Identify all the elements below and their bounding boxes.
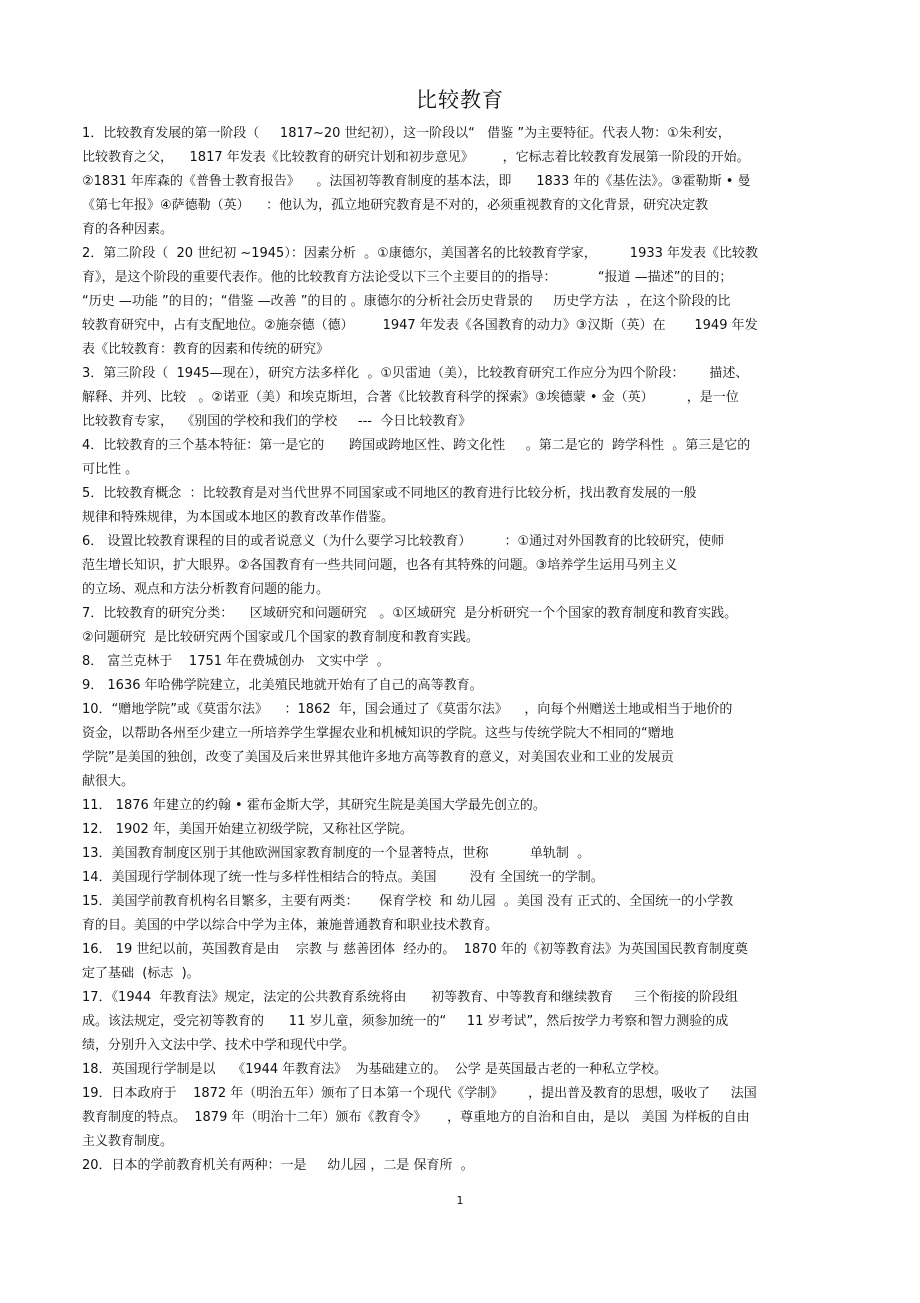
list-item: [82, 122, 842, 242]
text-line: 的立场、观点和方法分析教育问题的能力。: [82, 582, 330, 597]
text-line: 13．美国教育制度区别于其他欧洲国家教育制度的一个显著特点，世称 单轨制 。: [82, 846, 591, 861]
list-item: [82, 866, 842, 890]
text-line: 解释、并列、比较 。②诺亚（美）和埃克斯坦，合著《比较教育科学的探索》③埃德蒙 • 金（英） ，是一位: [82, 390, 739, 405]
list-item: [82, 890, 842, 938]
list-item: [82, 1154, 842, 1178]
page-number: 1: [456, 1194, 464, 1207]
list-item: [82, 482, 842, 530]
list-item: [82, 674, 842, 698]
document-body: [82, 122, 842, 1178]
text-line: 育的目。美国的中学以综合中学为主体，兼施普通教育和职业技术教育。: [82, 918, 499, 933]
list-item: [82, 530, 842, 602]
text-line: 16． 19 世纪以前，英国教育是由 宗教 与 慈善团体 经办的。 1870 年的《初等教育法》为英国国民教育制度奠: [82, 942, 748, 957]
list-item: [82, 434, 842, 482]
text-line: ②问题研究 是比较研究两个国家或几个国家的教育制度和教育实践。: [82, 630, 479, 645]
text-line: 育的各种因素。: [82, 222, 174, 237]
text-line: 定了基础 (标志 )。: [82, 966, 200, 981]
list-item: [82, 650, 842, 674]
list-item: [82, 1082, 842, 1154]
text-line: 比较教育专家， 《别国的学校和我们的学校 --- 今日比较教育》: [82, 414, 472, 429]
text-line: ②1831 年库森的《普鲁士教育报告》 。法国初等教育制度的基本法，即 1833 年的《基佐法》。③霍勒斯 • 曼: [82, 174, 751, 189]
text-line: 可比性 。: [82, 462, 139, 477]
text-line: 3．第三阶段（ 1945—现在），研究方法多样化 。①贝雷迪（美），比较教育研究工作应分为四个阶段： 描述、: [82, 366, 749, 381]
text-line: 1．比较教育发展的第一阶段（ 1817~20 世纪初），这一阶段以“ 借鉴 ”为主要特征。代表人物：①朱利安，: [82, 126, 731, 141]
text-line: “历史 —功能 ”的目的；“借鉴 —改善 ”的目的 。康德尔的分析社会历史背景的 历史学方法 ，在这个阶段的比: [82, 294, 731, 309]
text-line: 17．《1944 年教育法》规定，法定的公共教育系统将由 初等教育、中等教育和继续教育 三个衔接的阶段组: [82, 990, 738, 1005]
text-line: 8． 富兰克林于 1751 年在费城创办 文实中学 。: [82, 654, 390, 669]
text-line: 资金，以帮助各州至少建立一所培养学生掌握农业和机械知识的学院。这些与传统学院大不相同的“赠地: [82, 726, 674, 741]
text-line: 学院”是美国的独创，改变了美国及后来世界其他许多地方高等教育的意义，对美国农业和工业的发展贡: [82, 750, 674, 765]
text-line: 规律和特殊规律，为本国或本地区的教育改革作借鉴。: [82, 510, 395, 525]
text-line: 比较教育之父， 1817 年发表《比较教育的研究计划和初步意见》 ，它标志着比较教育发展第一阶段的开始。: [82, 150, 750, 165]
text-line: 表《比较教育：教育的因素和传统的研究》: [82, 342, 330, 357]
text-line: 4．比较教育的三个基本特征：第一是它的 跨国或跨地区性、跨文化性 。第二是它的 跨学科性 。第三是它的: [82, 438, 751, 453]
page-title: 比较教育: [416, 88, 504, 112]
text-line: 绩，分别升入文法中学、技术中学和现代中学。: [82, 1038, 356, 1053]
text-line: 18．英国现行学制是以 《1944 年教育法》 为基础建立的。 公学 是英国最古老的一种私立学校。: [82, 1062, 667, 1077]
text-line: 19．日本政府于 1872 年（明治五年）颁布了日本第一个现代《学制》 ，提出普及教育的思想，吸收了 法国: [82, 1086, 757, 1101]
list-item: [82, 602, 842, 650]
list-item: [82, 242, 842, 362]
text-line: 范生增长知识，扩大眼界。②各国教育有一些共同问题，也各有其特殊的问题。③培养学生运用马列主义: [82, 558, 678, 573]
text-line: 较教育研究中，占有支配地位。②施奈德（德） 1947 年发表《各国教育的动力》③汉斯（英）在 1949 年发: [82, 318, 758, 333]
list-item: [82, 818, 842, 842]
text-line: 6． 设置比较教育课程的目的或者说意义（为什么要学习比较教育） ：①通过对外国教育的比较研究，使师: [82, 534, 725, 549]
list-item: [82, 986, 842, 1058]
text-line: 20．日本的学前教育机关有两种：一是 幼儿园 ，二是 保育所 。: [82, 1158, 474, 1173]
text-line: 主义教育制度。: [82, 1134, 174, 1149]
text-line: 7．比较教育的研究分类： 区域研究和问题研究 。①区域研究 是分析研究一个个国家的教育制度和教育实践。: [82, 606, 738, 621]
text-line: 10．“赠地学院”或《莫雷尔法》 ：1862 年，国会通过了《莫雷尔法》 ，向每个州赠送土地或相当于地价的: [82, 702, 733, 717]
text-line: 11． 1876 年建立的约翰 • 霍布金斯大学，其研究生院是美国大学最先创立的。: [82, 798, 546, 813]
list-item: [82, 698, 842, 794]
list-item: [82, 794, 842, 818]
text-line: 9． 1636 年哈佛学院建立，北美殖民地就开始有了自己的高等教育。: [82, 678, 483, 693]
text-line: 成。该法规定，受完初等教育的 11 岁儿童，须参加统一的“ 11 岁考试”，然后按学力考察和智力测验的成: [82, 1014, 729, 1029]
text-line: 教育制度的特点。 1879 年（明治十二年）颁布《教育令》 ，尊重地方的自治和自由，是以 美国 为样板的自由: [82, 1110, 750, 1125]
text-line: 15．美国学前教育机构名目繁多，主要有两类： 保育学校 和 幼儿园 。美国 没有 正式的、全国统一的小学教: [82, 894, 734, 909]
text-line: 《第七年报》④萨德勒（英） ：他认为，孤立地研究教育是不对的，必须重视教育的文化背景，研究决定教: [82, 198, 709, 213]
text-line: 2．第二阶段（ 20 世纪初 ~1945）：因素分析 。①康德尔，美国著名的比较教育学家， 1933 年发表《比较教: [82, 246, 759, 261]
text-line: 12． 1902 年，美国开始建立初级学院，又称社区学院。: [82, 822, 413, 837]
list-item: [82, 842, 842, 866]
list-item: [82, 938, 842, 986]
list-item: [82, 1058, 842, 1082]
text-line: 14．美国现行学制体现了统一性与多样性相结合的特点。美国 没有 全国统一的学制。: [82, 870, 604, 885]
text-line: 育》，是这个阶段的重要代表作。他的比较教育方法论受以下三个主要目的的指导： “报道 —描述”的目的；: [82, 270, 733, 285]
text-line: 献很大。: [82, 774, 135, 789]
text-line: 5．比较教育概念 ：比较教育是对当代世界不同国家或不同地区的教育进行比较分析，找出教育发展的一般: [82, 486, 697, 501]
list-item: [82, 362, 842, 434]
